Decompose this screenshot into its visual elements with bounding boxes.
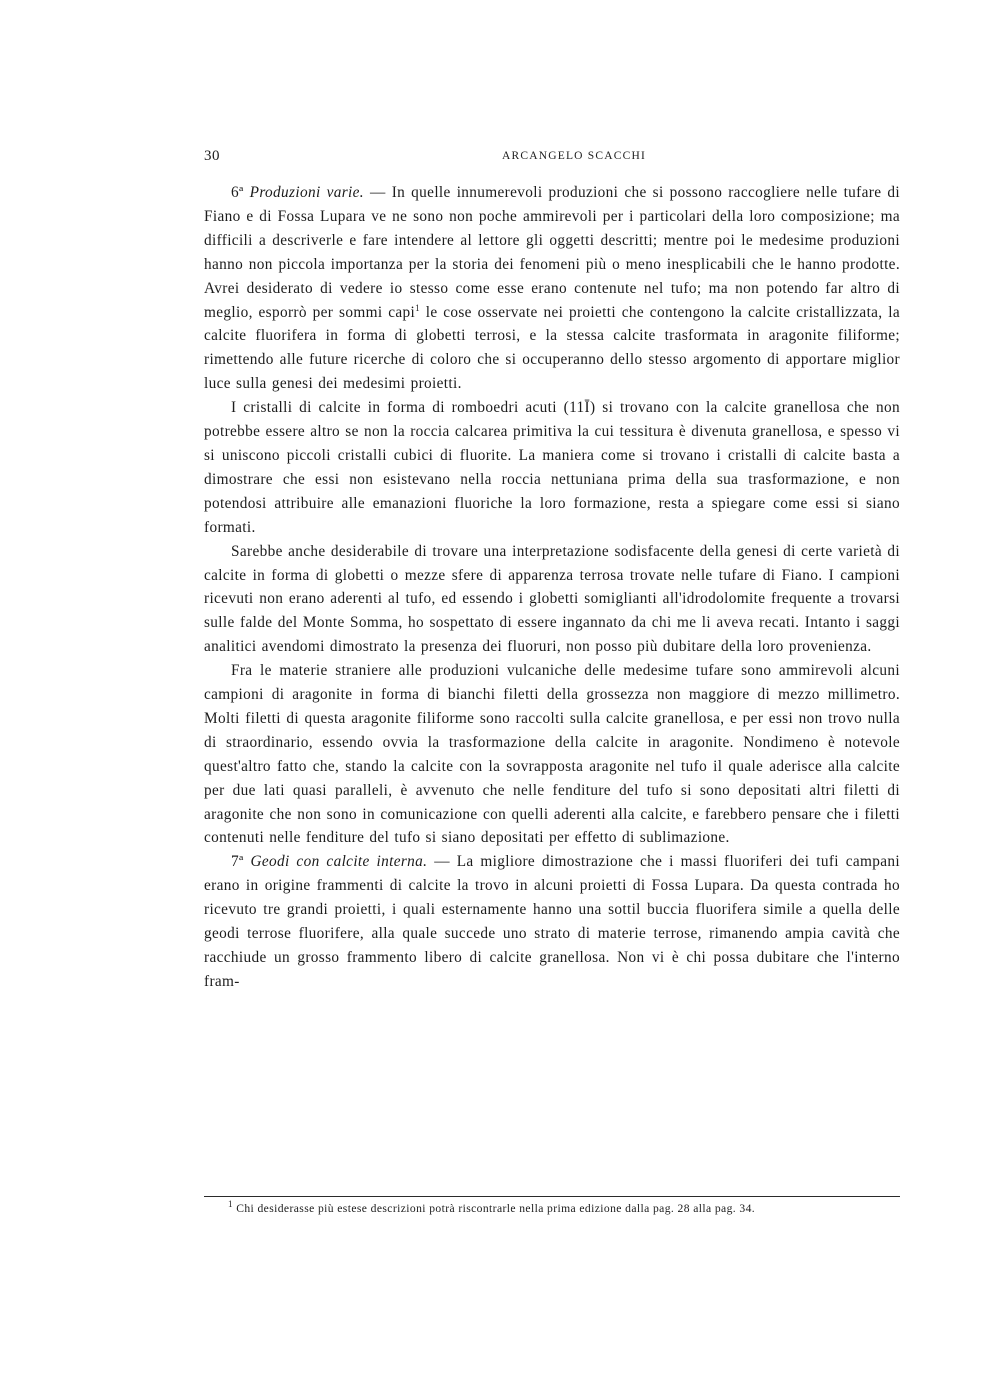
footnote-reference: 1 xyxy=(415,302,420,313)
section-number: 6ª xyxy=(231,184,250,201)
paragraph-aragonite-filiforme: Fra le materie straniere alle produzioni vulcaniche delle medesime tufare sono ammirevoli alcuni campioni di aragonite in forma di bianchi filetti della grossezza non maggiore di mezzo millimetro. Molti filetti di questa aragonite filiforme sono raccolti sulla calcite granellosa, e per essi non trovo nulla di straordinario, essendo ovvia la trasformazione della calcite in aragonite. Nondimeno è notevole quest'altro fatto che, stando la calcite con la sovrapposta aragonite nel tufo il quale aderisce alla calcite per due lati quasi paralleli, è avvenuto che nelle fenditure del tufo si sono depositati altri filetti di aragonite che non sono in comunicazione con quelli aderenti alla calcite, e farebbero pensare che i filetti contenuti nelle fenditure del tufo si siano depositati per effetto di sublimazione. xyxy=(204,662,900,847)
footnote-mark: 1 xyxy=(228,1199,233,1210)
footnote-text: Chi desiderasse più estese descrizioni potrà riscontrarle nella prima edizione dalla pag. 28 alla pag. 34. xyxy=(232,1202,756,1215)
paragraph-globetti-calcite: Sarebbe anche desiderabile di trovare una interpretazione sodisfacente della genesi di certe varietà di calcite in forma di globetti o mezze sfere di apparenza terrosa trovate nelle tufare di Fiano. I campioni ricevuti non erano aderenti al tufo, ed essendo i globetti somiglianti all'idrodolomite frequente a trovarsi sulle falde del Monte Somma, ho sospettato di essere ingannato da chi me li aveva recati. Intanto i saggi analitici avendomi dimostrato la presenza dei fluoruri, non posso più dubitare della loro provenienza. xyxy=(204,542,900,656)
section-heading: Produzioni varie. xyxy=(249,184,364,201)
paragraph-text: — In quelle innumerevoli produzioni che si possono raccogliere nelle tufare di Fiano e di Fossa Lupara ve ne sono non poche ammirevoli per i particolari della loro composizione; ma difficili a descriverle e fare intendere al lettore gli oggetti descritti; mentre poi le medesime produzioni hanno non piccola importanza per la storia dei fenomeni più o meno inesplicabili che le hanno prodotte. Avrei desiderato di vedere io stesso come esse erano contenute nel tufo; ma non potendo far altro di meglio, esporrò per sommi capi xyxy=(204,184,900,321)
section-heading: Geodi con calcite interna. xyxy=(250,853,428,871)
body-text xyxy=(204,181,900,994)
section-number: 7ª xyxy=(231,853,251,871)
paragraph-text-continued: le cose osservate nei proietti che contengono la calcite cristallizzata, la calcite fluorifera in forma di globetti terrosi, e la stessa calcite trasformata in aragonite filiforme; rimettendo alle future ricerche di coloro che si occuperanno dello stesso argomento di apportare miglior luce sulla genesi dei medesimi proietti. xyxy=(204,303,900,393)
running-header xyxy=(204,148,900,170)
running-title: ARCANGELO SCACCHI xyxy=(501,150,647,162)
paragraph-geodi-calcite xyxy=(204,850,900,993)
paragraph-produzioni-varie xyxy=(204,181,900,396)
page-number: 30 xyxy=(204,148,220,164)
footnote xyxy=(204,1201,900,1217)
footnote-divider xyxy=(204,1196,900,1197)
paragraph-cristalli-calcite: I cristalli di calcite in forma di romboedri acuti (11Ī) si trovano con la calcite granellosa che non potrebbe essere altro se non la roccia calcarea primitiva la cui tessitura è divenuta granellosa, e spesso vi si uniscono piccoli cristalli cubici di fluorite. La maniera come si trovano i cristalli di calcite basta a dimostrare che essi non esistevano nella roccia nettuniana prima della sua trasformazione, e non potendosi attribuire alle emanazioni fluoriche la loro formazione, resta a spiegare come essi si siano formati. xyxy=(204,399,900,536)
paragraph-text: — La migliore dimostrazione che i massi fluoriferi dei tufi campani erano in origine frammenti di calcite la trovo in alcuni proietti di Fossa Lupara. Da questa contrada ho ricevuto tre grandi proietti, i quali esternamente hanno una sottil buccia fluorifera simile a quella delle geodi terrose fluorifere, alla quale succede uno strato di materie terrose, rimanendo ampia cavità che racchiude un grosso frammento libero di calcite granellosa. Non vi è chi possa dubitare che l'interno fram- xyxy=(204,853,901,990)
